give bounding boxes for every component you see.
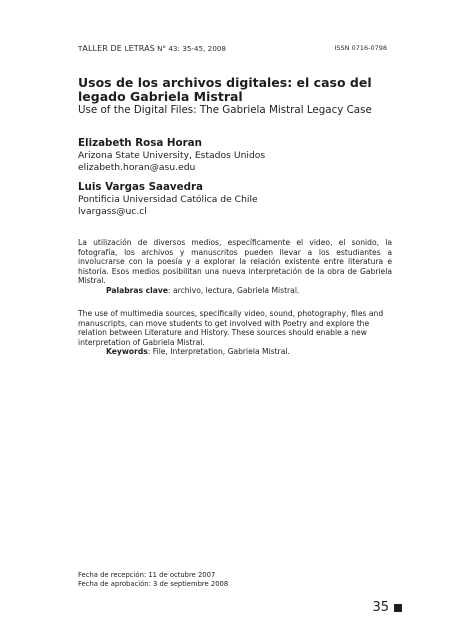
journal-issue: N° 43: (154, 45, 183, 53)
abstract-text: La utilización de diversos medios, específicamente el video, el sonido, la fotografía, los archivos y manuscritos pueden llevar a los estudiantes a involucrarse con la poesía y a explorar la relación existente entre literatura e historia. Esos medios posibilitan una nueva interpretación de la obra de Gabriela Mistral. (78, 238, 392, 286)
issn-label: ISSN 0716-0798 (334, 44, 387, 52)
abstract-spanish (78, 238, 392, 296)
author-block-2 (78, 181, 398, 217)
keywords-values: : archivo, lectura, Gabriela Mistral. (168, 285, 300, 295)
page-number-text: 35 (372, 600, 389, 615)
journal-name-part2: ETRAS (128, 44, 155, 53)
author-name: Elizabeth Rosa Horan (78, 137, 202, 149)
black-square-icon (394, 604, 402, 612)
abstract-english (78, 309, 392, 357)
journal-running-header (78, 44, 226, 53)
page-number (372, 600, 402, 615)
approved-date: Fecha de aprobación: 3 de septiembre 2008 (78, 580, 229, 588)
journal-initial-t: T (78, 45, 83, 53)
abstract-text: The use of multimedia sources, specifically video, sound, photography, files and manuscripts, can move students to get involved with Poetry and explore the relation between Literature and History. These sources should enable a new interpretation of Gabriela Mistral. (78, 309, 384, 347)
article-title: Usos de los archivos digitales: el caso del legado Gabriela Mistral (78, 75, 372, 104)
author-block-1 (78, 137, 398, 173)
author-affiliation: Arizona State University, Estados Unidos (78, 150, 266, 161)
journal-initial-l: L (124, 45, 129, 53)
author-email: elizabeth.horan@asu.edu (78, 161, 196, 173)
keywords-label: Palabras clave (106, 285, 169, 295)
article-subtitle: Use of the Digital Files: The Gabriela Mistral Legacy Case (78, 104, 372, 116)
author-name: Luis Vargas Saavedra (78, 181, 204, 193)
author-affiliation: Pontificia Universidad Católica de Chile (78, 194, 258, 205)
submission-dates (78, 571, 228, 589)
keywords-line (78, 347, 392, 357)
keywords-label: Keywords (106, 347, 148, 357)
keywords-values: : File, Interpretation, Gabriela Mistral. (147, 347, 290, 357)
keywords-line (78, 286, 392, 296)
author-email: lvargass@uc.cl (78, 205, 147, 217)
journal-name-part1: ALLER DE (82, 44, 125, 53)
journal-pages: 35-45, 2008 (182, 45, 227, 53)
received-date: Fecha de recepción: 11 de octubre 2007 (78, 571, 216, 579)
